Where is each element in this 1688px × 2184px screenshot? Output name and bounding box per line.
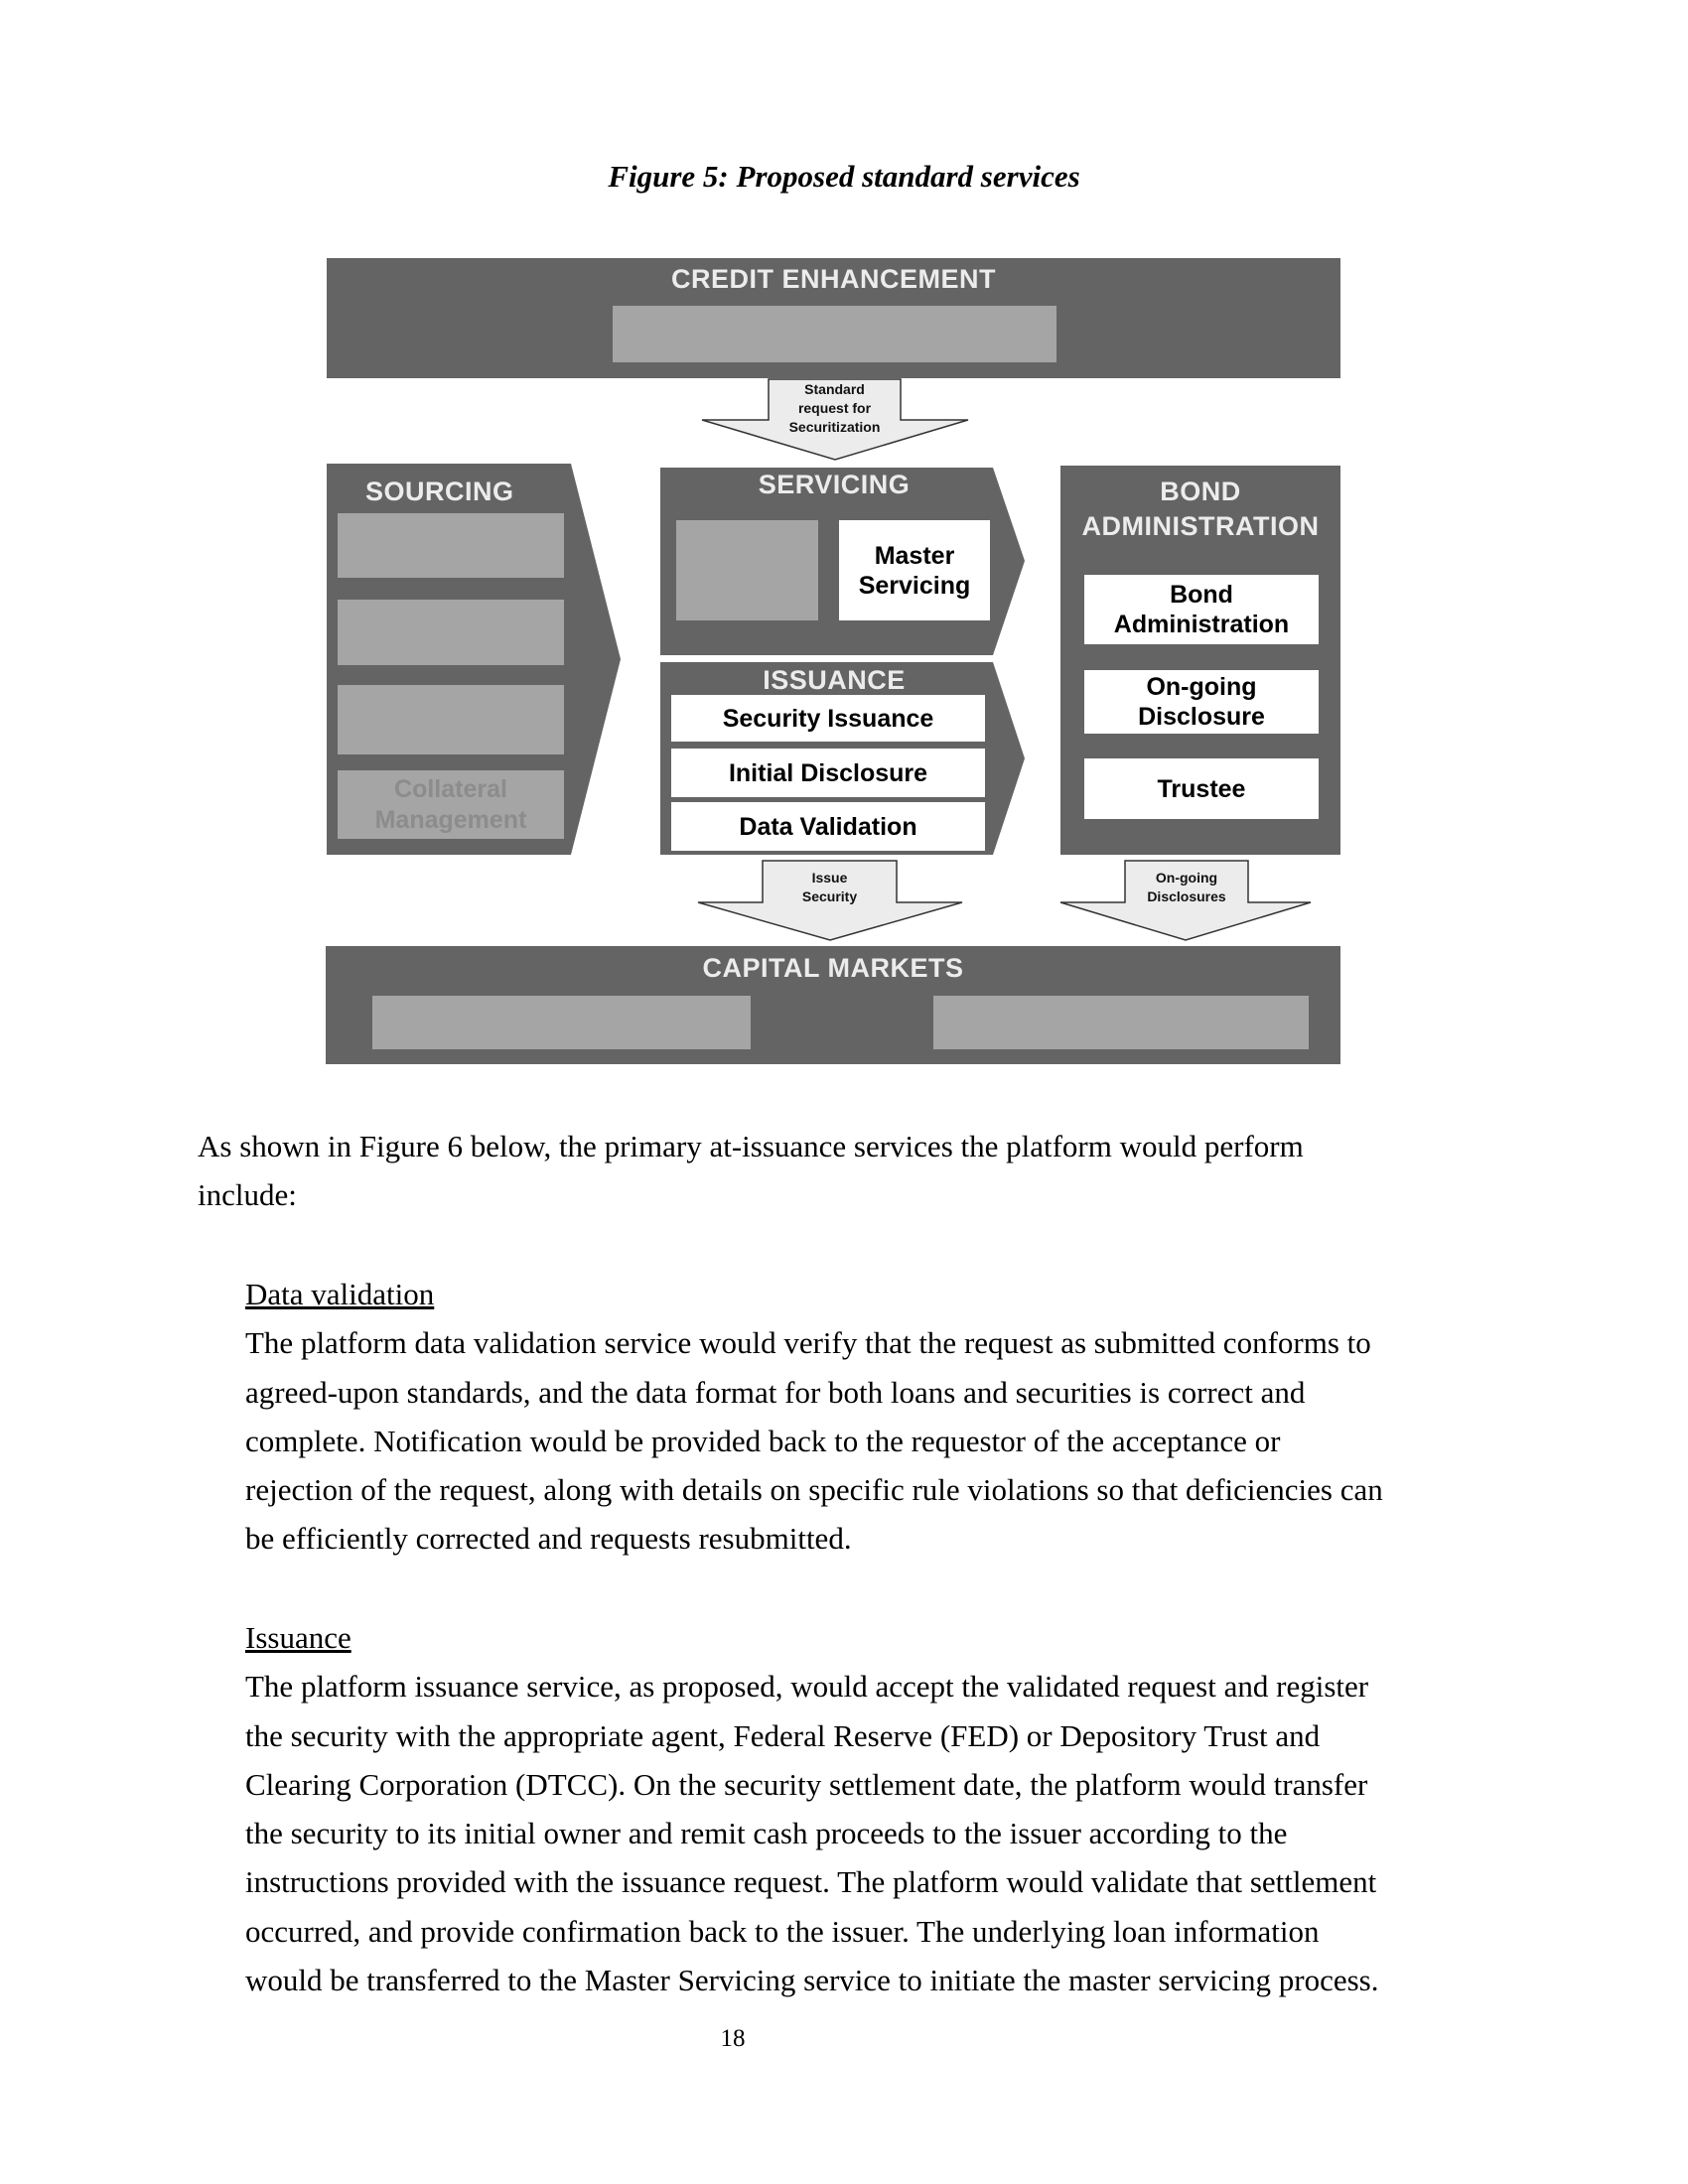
label-line: Disclosures xyxy=(1147,888,1226,904)
label-line: Management xyxy=(374,805,527,834)
text-line: Clearing Corporation (DTCC). On the security settlement date, the platform would transfer xyxy=(245,1766,1368,1802)
collateral-management-box xyxy=(338,770,564,839)
label-line: BOND xyxy=(1160,477,1241,506)
text-line: be efficiently corrected and requests resubmitted. xyxy=(245,1521,852,1557)
section-data-validation xyxy=(245,1270,1383,1564)
label-line: Securitization xyxy=(788,419,881,435)
text-line: instructions provided with the issuance request. The platform would validate that settlement xyxy=(245,1864,1377,1900)
credit-enhancement-title: CREDIT ENHANCEMENT xyxy=(670,264,996,294)
data-validation-box: Data Validation xyxy=(671,802,985,851)
section-heading: Data validation xyxy=(245,1277,435,1311)
arrow-request-label xyxy=(769,380,901,437)
text-line: The platform issuance service, as proposed, would accept the validated request and register xyxy=(245,1669,1369,1705)
text-line: would be transferred to the Master Servicing service to initiate the master servicing process. xyxy=(245,1963,1379,1998)
label-line: request for xyxy=(797,400,872,416)
master-servicing-box xyxy=(839,520,990,620)
label-line: Servicing xyxy=(858,571,971,600)
ongoing-disclosure-box xyxy=(1084,670,1319,734)
label-line: Standard xyxy=(804,381,865,397)
label-line: Issue xyxy=(811,870,848,886)
text-line: The platform data validation service would verify that the request as submitted conforms to xyxy=(245,1325,1371,1361)
text-line: As shown in Figure 6 below, the primary at-issuance services the platform would perform xyxy=(198,1129,1304,1163)
initial-disclosure-box: Initial Disclosure xyxy=(671,749,985,797)
label-line: Disclosure xyxy=(1138,703,1265,731)
placeholder-box xyxy=(372,996,751,1049)
text-line: the security with the appropriate agent, Federal Reserve (FED) or Depository Trust and xyxy=(245,1717,1321,1753)
servicing-title: SERVICING xyxy=(758,470,911,499)
label-line: Administration xyxy=(1113,611,1290,638)
sourcing-title: SOURCING xyxy=(365,477,514,506)
placeholder-box xyxy=(676,520,818,620)
text-line: the security to its initial owner and remit cash proceeds to the issuer according to the xyxy=(245,1816,1288,1851)
text-line: agreed-upon standards, and the data format for both loans and securities is correct and xyxy=(245,1374,1306,1410)
security-issuance-box: Security Issuance xyxy=(671,695,985,742)
trustee-box: Trustee xyxy=(1084,758,1319,819)
capital-markets-title: CAPITAL MARKETS xyxy=(702,953,964,983)
text-line: include: xyxy=(198,1177,297,1213)
bond-administration-box xyxy=(1084,575,1319,644)
text-line: complete. Notification would be provided back to the requestor of the acceptance or xyxy=(245,1423,1281,1458)
label-line: On-going xyxy=(1146,673,1257,701)
bond-admin-title xyxy=(1060,475,1340,544)
placeholder-box xyxy=(338,600,564,665)
label-line: On-going xyxy=(1155,870,1218,886)
section-issuance xyxy=(245,1613,1378,2004)
placeholder-box xyxy=(338,685,564,754)
label-line: ADMINISTRATION xyxy=(1081,511,1320,541)
text-line: occurred, and provide confirmation back to the issuer. The underlying loan information xyxy=(245,1913,1320,1949)
placeholder-box xyxy=(338,513,564,578)
figure-caption: Figure 5: Proposed standard services xyxy=(608,159,1080,194)
text-line: rejection of the request, along with details on specific rule violations so that deficiencies can xyxy=(245,1472,1383,1508)
label-line: Security xyxy=(801,888,858,904)
label-line: Bond xyxy=(1170,581,1233,609)
placeholder-box xyxy=(613,306,1056,362)
arrow-disclosures-label xyxy=(1125,869,1248,906)
label-line: Collateral xyxy=(394,774,507,803)
section-heading: Issuance xyxy=(245,1620,352,1655)
page-number: 18 xyxy=(720,2025,746,2052)
placeholder-box xyxy=(933,996,1309,1049)
arrow-issue-label xyxy=(763,869,897,906)
intro-paragraph xyxy=(198,1122,1304,1220)
issuance-title: ISSUANCE xyxy=(763,665,906,695)
label-line: Master xyxy=(874,541,955,570)
